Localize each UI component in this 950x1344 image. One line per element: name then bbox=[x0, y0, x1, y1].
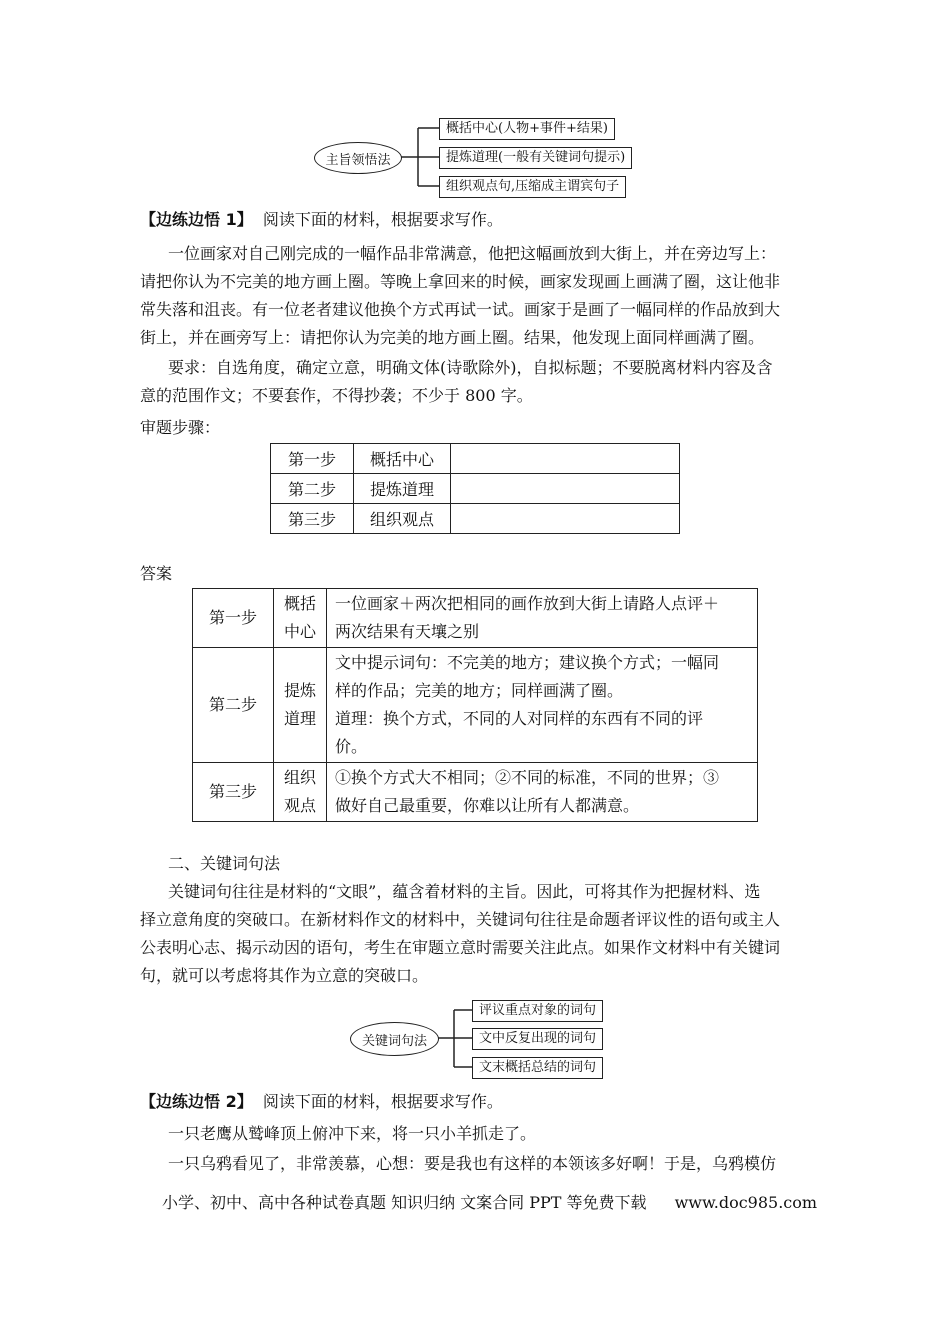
section2-line-1: 关键词句往往是材料的“文眼”，蕴含着材料的主旨。因此，可将其作为把握材料、选 bbox=[168, 882, 761, 901]
table-cell: 概括中心 bbox=[354, 444, 451, 474]
footer-text: 小学、初中、高中各种试卷真题 知识归纳 文案合同 PPT 等免费下载 bbox=[162, 1193, 647, 1212]
table-cell: 第一步 bbox=[193, 589, 274, 648]
diagram1-branch-2: 提炼道理(一般有关键词句提示) bbox=[439, 147, 632, 169]
exercise1-requirement-2: 意的范围作文；不要套作，不得抄袭；不少于 800 字。 bbox=[140, 386, 533, 405]
table-cell: 第三步 bbox=[193, 763, 274, 822]
diagram2-branch-2: 文中反复出现的词句 bbox=[472, 1028, 603, 1050]
table-cell: 第二步 bbox=[193, 648, 274, 763]
diagram2-branch-3: 文末概括总结的词句 bbox=[472, 1057, 603, 1079]
exercise1-tag: 【边练边悟 1】 bbox=[140, 210, 253, 229]
answer-label-line: 概括 bbox=[283, 594, 316, 613]
footer-url[interactable]: www.doc985.com bbox=[674, 1193, 818, 1212]
answer-content-line: 做好自己最重要，你难以让所有人都满意。 bbox=[335, 796, 640, 815]
table-cell: 提炼道理 bbox=[354, 474, 451, 504]
answer-label-line: 组织 bbox=[283, 768, 316, 787]
exercise2-heading bbox=[140, 1088, 503, 1116]
page-footer bbox=[162, 1190, 817, 1213]
diagram2-root: 关键词句法 bbox=[350, 1022, 439, 1056]
answer-content-line: 样的作品；完美的地方；同样画满了圈。 bbox=[335, 681, 624, 700]
exercise1-line-1: 一位画家对自己刚完成的一幅作品非常满意，他把这幅画放到大街上，并在旁边写上： bbox=[168, 244, 777, 263]
answer-content-line: 文中提示词句：不完美的地方；建议换个方式；一幅同 bbox=[335, 653, 720, 672]
exercise1-intro: 阅读下面的材料，根据要求写作。 bbox=[262, 210, 503, 229]
answer-content-line: 价。 bbox=[335, 737, 368, 756]
table-cell: 第一步 bbox=[271, 444, 354, 474]
answer-label-line: 中心 bbox=[283, 622, 316, 641]
exercise1-line-3: 常失落和沮丧。有一位老者建议他换个方式再试一试。画家于是画了一幅同样的作品放到大 bbox=[140, 300, 781, 319]
section2-title: 二、关键词句法 bbox=[168, 854, 281, 873]
answer-content-line: 一位画家＋两次把相同的画作放到大街上请路人点评＋ bbox=[335, 594, 720, 613]
diagram2-branch-1: 评议重点对象的词句 bbox=[472, 1000, 603, 1022]
exercise2-line-2: 一只乌鸦看见了，非常羡慕，心想：要是我也有这样的本领该多好啊！于是，乌鸦模仿 bbox=[168, 1154, 777, 1173]
exercise1-line-2: 请把你认为不完美的地方画上圈。等晚上拿回来的时候，画家发现画上画满了圈，这让他非 bbox=[140, 272, 781, 291]
answer-label-line: 观点 bbox=[283, 796, 316, 815]
exercise2-line-1: 一只老鹰从鹫峰顶上俯冲下来，将一只小羊抓走了。 bbox=[168, 1124, 537, 1143]
section2-line-4: 句，就可以考虑将其作为立意的突破口。 bbox=[140, 966, 429, 985]
diagram1-root: 主旨领悟法 bbox=[314, 142, 402, 174]
steps-heading: 审题步骤： bbox=[140, 418, 221, 437]
table-cell: 第三步 bbox=[271, 504, 354, 534]
diagram1-branch-1: 概括中心(人物+事件+结果) bbox=[439, 118, 615, 140]
exercise2-intro: 阅读下面的材料，根据要求写作。 bbox=[262, 1092, 503, 1111]
table-cell: 组织观点 bbox=[354, 504, 451, 534]
exercise1-line-4: 街上，并在画旁写上：请把你认为完美的地方画上圈。结果，他发现上面同样画满了圈。 bbox=[140, 328, 765, 347]
table-cell: 第二步 bbox=[271, 474, 354, 504]
section2-line-2: 择立意角度的突破口。在新材料作文的材料中，关键词句往往是命题者评议性的语句或主人 bbox=[140, 910, 781, 929]
answer-heading: 答案 bbox=[140, 564, 173, 583]
answer-content-line: 道理：换个方式，不同的人对同样的东西有不同的评 bbox=[335, 709, 704, 728]
diagram1-branch-3: 组织观点句,压缩成主谓宾句子 bbox=[439, 176, 626, 198]
section2-line-3: 公表明心志、揭示动因的语句，考生在审题立意时需要关注此点。如果作文材料中有关键词 bbox=[140, 938, 781, 957]
answer-content-line: 两次结果有天壤之别 bbox=[335, 622, 480, 641]
answer-content-line: ①换个方式大不相同；②不同的标准，不同的世界；③ bbox=[335, 768, 720, 787]
exercise1-requirement-1: 要求：自选角度，确定立意，明确文体(诗歌除外)，自拟标题；不要脱离材料内容及含 bbox=[168, 358, 773, 377]
answer-label-line: 提炼 bbox=[283, 681, 316, 700]
answer-label-line: 道理 bbox=[283, 709, 316, 728]
exercise2-tag: 【边练边悟 2】 bbox=[140, 1092, 253, 1111]
